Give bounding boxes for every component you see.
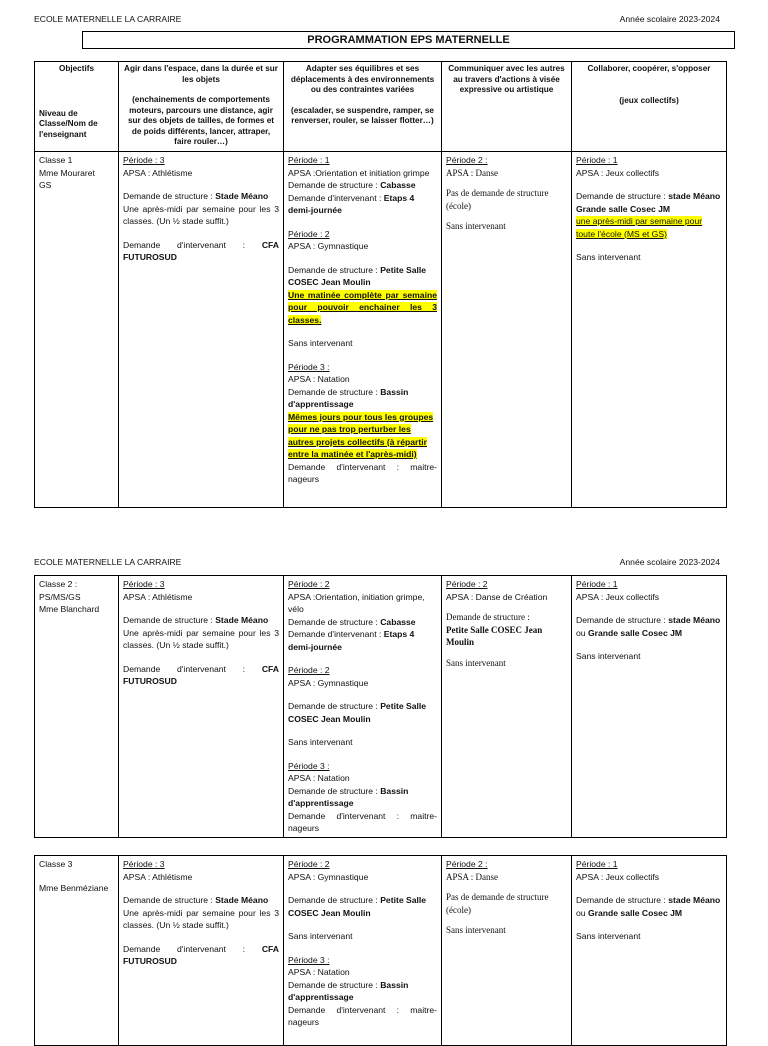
class-1-collaborer: Période : 1 APSA : Jeux collectifs Demande de structure : stade Méano Grande salle Cosec JM une après-midi par semaine pour toute l'école (MS et GS) Sans intervenant [572,152,727,508]
class-3-cell: Classe 3 Mme Benméziane [35,856,119,1046]
school-year: Année scolaire 2023-2024 [619,14,720,24]
class-2-collaborer: Période : 1 APSA : Jeux collectifs Demande de structure : stade Méano ou Grande salle Cosec JM Sans intervenant [572,576,727,838]
class-3-collaborer: Période : 1 APSA : Jeux collectifs Demande de structure : stade Méano ou Grande salle Cosec JM Sans intervenant [572,856,727,1046]
collaborer-header: Collaborer, coopérer, s'opposer (jeux collectifs) [572,62,727,152]
page-header-2 [34,556,720,569]
programme-table-2 [34,575,727,838]
class-1-adapter: Période : 1 APSA :Orientation et initiation grimpe Demande de structure : Cabasse Demande d'intervenant : Etaps 4 demi-journée Période : 2 APSA : Gymnastique Demande de structure : Petite Salle COSEC Jean Moulin Une matinée complète par semaine pour pouvoir enchainer les 3 classes. Sans intervenant Période 3 : APSA : Natation Demande de structure : Bassin d'apprentissage Mêmes jours pour tous les groupes pour ne pas trop perturber les autres projets collectifs (à répartir entre la matinée et l'après-midi) Demande d'intervenant : maitre-nageurs [284,152,442,508]
programme-table-3 [34,855,727,1046]
class-2-communiquer: Période : 2 APSA : Danse de Création Demande de structure : Petite Salle COSEC Jean Moulin Sans intervenant [442,576,572,838]
class-2-cell: Classe 2 : PS/MS/GS Mme Blanchard [35,576,119,838]
school-name-2: ECOLE MATERNELLE LA CARRAIRE [34,557,182,567]
class-2-adapter: Période : 2 APSA :Orientation, initiation grimpe, vélo Demande de structure : Cabasse Demande d'intervenant : Etaps 4 demi-journée Période : 2 APSA : Gymnastique Demande de structure : Petite Salle COSEC Jean Moulin Sans intervenant Période 3 : APSA : Natation Demande de structure : Bassin d'apprentissage Demande d'intervenant : maitre-nageurs [284,576,442,838]
header-row [35,62,727,152]
communiquer-header: Communiquer avec les autres au travers d'actions à visée expressive ou artistique [442,62,572,152]
agir-header: Agir dans l'espace, dans la durée et sur les objets (enchainements de comportements moteurs, parcours une distance, agir sur des objets de tailles, de formes et de poids différents, lancer, attraper, faire rouler…) [119,62,284,152]
class-row-1 [35,152,727,508]
class-3-adapter: Période : 2 APSA : Gymnastique Demande de structure : Petite Salle COSEC Jean Moulin Sans intervenant Période 3 : APSA : Natation Demande de structure : Bassin d'apprentissage Demande d'intervenant : maitre-nageurs [284,856,442,1046]
class-row-2 [35,576,727,838]
class-1-cell: Classe 1 Mme Mouraret GS [35,152,119,508]
school-name: ECOLE MATERNELLE LA CARRAIRE [34,14,182,24]
class-row-3 [35,856,727,1046]
class-3-agir: Période : 3 APSA : Athlétisme Demande de structure : Stade Méano Une après-midi par semaine pour les 3 classes. (Un ½ stade suffit.) Demande d'intervenant : CFA FUTUROSUD [119,856,284,1046]
objectifs-header: Objectifs Niveau de Classe/Nom de l'enseignant [35,62,119,152]
page-header [34,13,720,26]
adapter-header: Adapter ses équilibres et ses déplacements à des environnements ou des contraintes variées (escalader, se suspendre, ramper, se renverser, rouler, se laisser flotter…) [284,62,442,152]
class-2-agir: Période : 3 APSA : Athlétisme Demande de structure : Stade Méano Une après-midi par semaine pour les 3 classes. (Un ½ stade suffit.) Demande d'intervenant : CFA FUTUROSUD [119,576,284,838]
class-1-agir: Période : 3 APSA : Athlétisme Demande de structure : Stade Méano Une après-midi par semaine pour les 3 classes. (Un ½ stade suffit.) Demande d'intervenant : CFA FUTUROSUD [119,152,284,508]
programme-table-1 [34,61,727,508]
page-title: PROGRAMMATION EPS MATERNELLE [82,31,735,49]
class-1-communiquer: Période 2 : APSA : Danse Pas de demande de structure (école) Sans intervenant [442,152,572,508]
school-year-2: Année scolaire 2023-2024 [619,557,720,567]
class-3-communiquer: Période 2 : APSA : Danse Pas de demande de structure (école) Sans intervenant [442,856,572,1046]
